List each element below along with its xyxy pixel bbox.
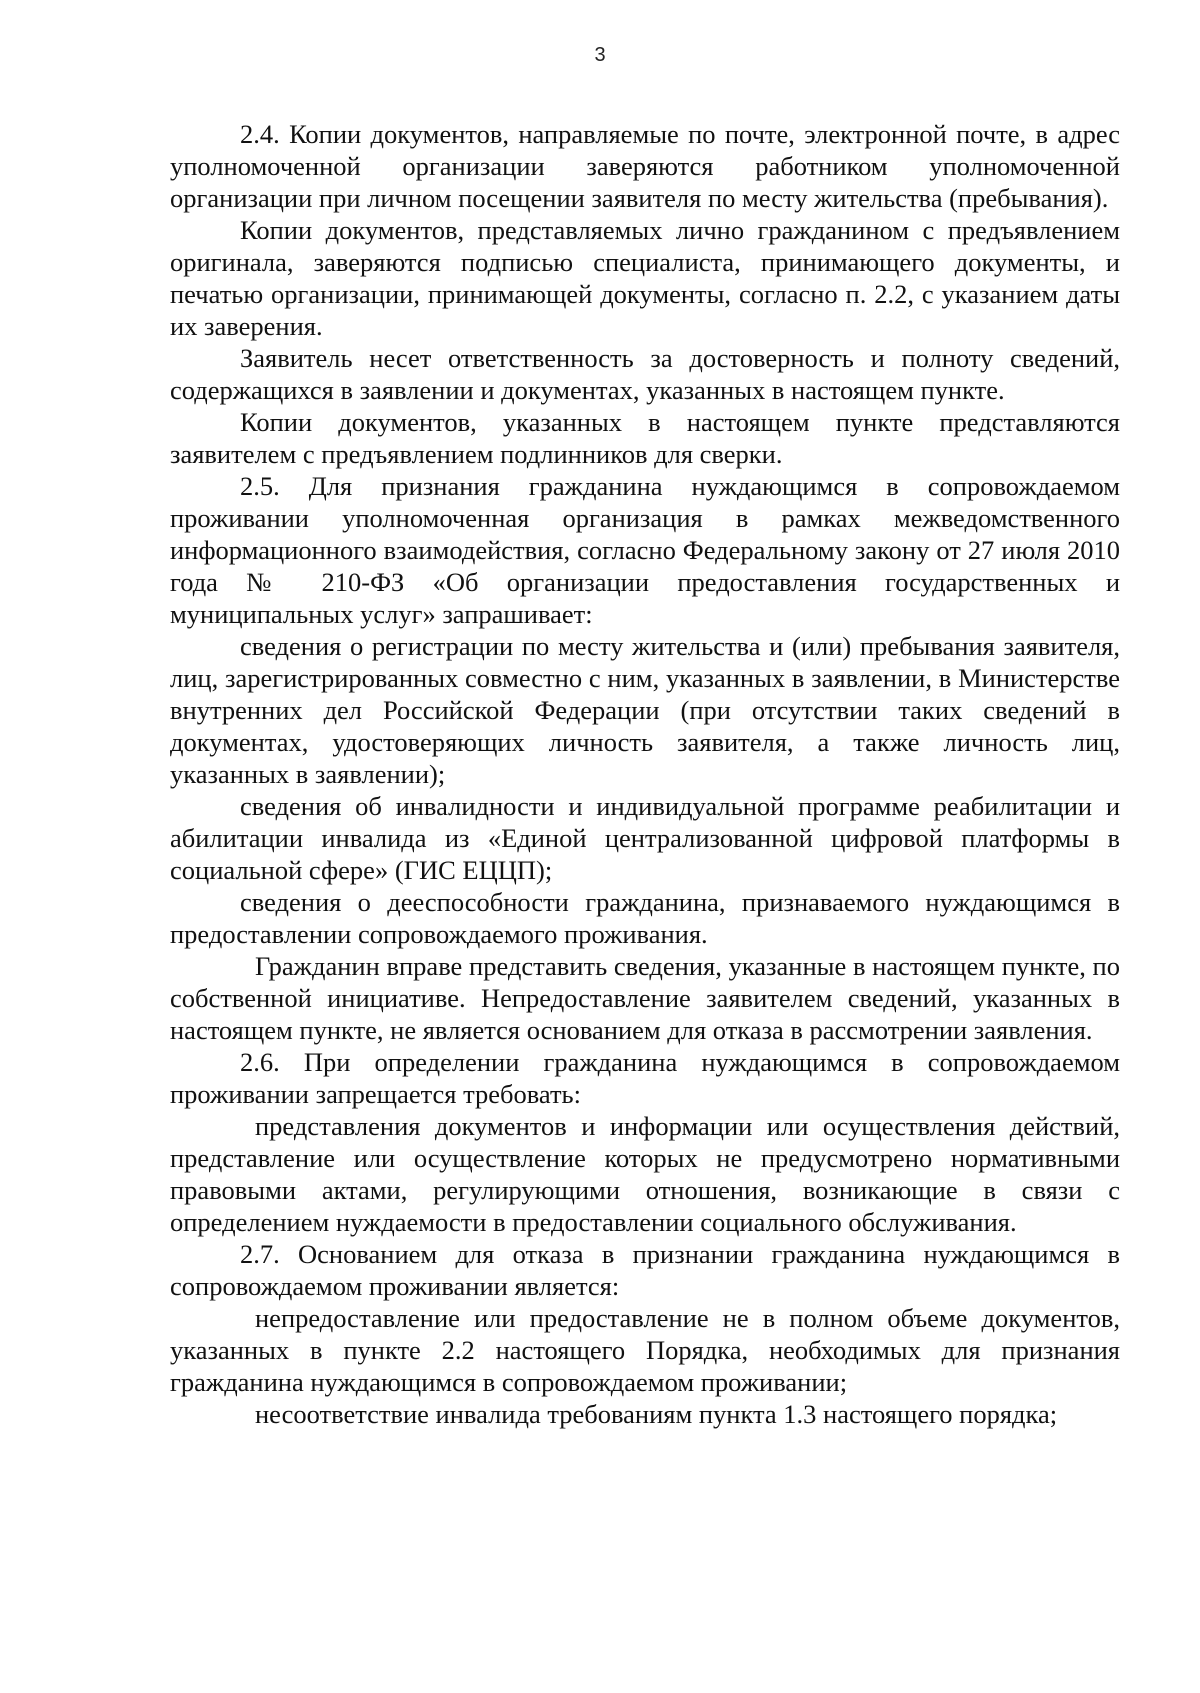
paragraph-refusal-noncompliance: несоответствие инвалида требованиям пункта 1.3 настоящего порядка; (255, 1399, 1058, 1429)
paragraph-2-6: 2.6. При определении гражданина нуждающимся в сопровождаемом проживании запрещается требовать: (170, 1047, 1120, 1109)
paragraph-2-4: 2.4. Копии документов, направляемые по почте, электронной почте, в адрес уполномоченной организации заверяются работником уполномоченной организации при личном посещении заявителя по месту жительства (пребывания). (170, 119, 1120, 213)
paragraph-2-7: 2.7. Основанием для отказа в признании гражданина нуждающимся в сопровождаемом проживании является: (170, 1239, 1120, 1301)
document-body (170, 118, 1120, 1430)
paragraph-prohibited-requirements: представления документов и информации или осуществления действий, представление или осуществление которых не предусмотрено нормативными правовыми актами, регулирующими отношения, возникающие в связи с определением нуждаемости в предоставлении социального обслуживания. (170, 1111, 1120, 1237)
paragraph-copies-certification: Копии документов, представляемых лично гражданином с предъявлением оригинала, заверяются подписью специалиста, принимающего документы, и печатью организации, принимающей документы, согласно п. 2.2, с указанием даты их заверения. (170, 215, 1120, 341)
paragraph-registration-info: сведения о регистрации по месту жительства и (или) пребывания заявителя, лиц, зарегистрированных совместно с ним, указанных в заявлении, в Министерстве внутренних дел Российской Федерации (при отсутствии таких сведений в документах, удостоверяющих личность заявителя, а также личность лиц, указанных в заявлении); (170, 631, 1120, 789)
paragraph-2-5: 2.5. Для признания гражданина нуждающимся в сопровождаемом проживании уполномоченная организация в рамках межведомственного информационного взаимодействия, согласно Федеральному закону от 27 июля 2010 года № 210-ФЗ «Об организации предоставления государственных и муниципальных услуг» запрашивает: (170, 471, 1120, 629)
paragraph-own-initiative: Гражданин вправе представить сведения, указанные в настоящем пункте, по собственной инициативе. Непредоставление заявителем сведений, указанных в настоящем пункте, не является основанием для отказа в рассмотрении заявления. (170, 951, 1120, 1045)
paragraph-refusal-incomplete-docs: непредоставление или предоставление не в полном объеме документов, указанных в пункте 2.2 настоящего Порядка, необходимых для признания гражданина нуждающимся в сопровождаемом проживании; (170, 1303, 1120, 1397)
page-number: 3 (594, 44, 606, 66)
paragraph-capacity-info: сведения о дееспособности гражданина, признаваемого нуждающимся в предоставлении сопровождаемого проживания. (170, 887, 1120, 949)
paragraph-originals-for-verification: Копии документов, указанных в настоящем пункте представляются заявителем с предъявлением подлинников для сверки. (170, 407, 1120, 469)
paragraph-disability-info: сведения об инвалидности и индивидуальной программе реабилитации и абилитации инвалида из «Единой централизованной цифровой платформы в социальной сфере» (ГИС ЕЦЦП); (170, 791, 1120, 885)
paragraph-applicant-responsibility: Заявитель несет ответственность за достоверность и полноту сведений, содержащихся в заявлении и документах, указанных в настоящем пункте. (170, 343, 1120, 405)
